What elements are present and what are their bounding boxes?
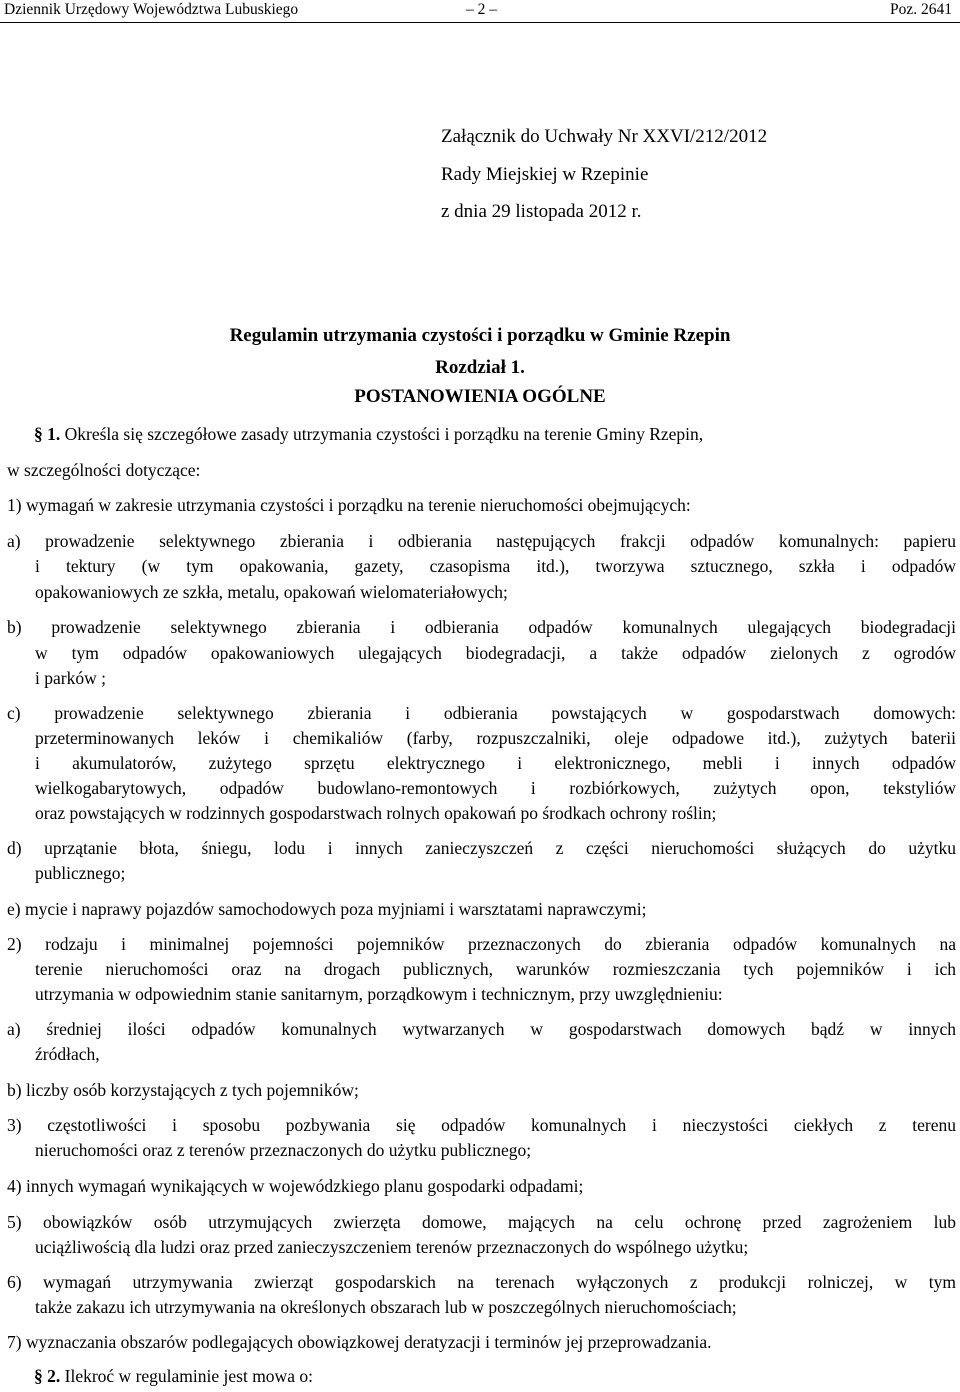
- list-item-cont: uciążliwością dla ludzi oraz przed zanieczyszczeniem terenów przeznaczonych do wspólnego użytku;: [35, 1237, 749, 1257]
- list-item: d) uprzątanie błota, śniegu, lodu i innych zanieczyszczeń z części nieruchomości służących do użytku: [7, 838, 956, 858]
- list-item-cont: utrzymania w odpowiednim stanie sanitarnym, porządkowym i technicznym, przy uwzględnieniu:: [35, 984, 723, 1004]
- list-item-cont: wielkogabarytowych, odpadów budowlano-remontowych i rozbiórkowych, zużytych opon, tekstyliów: [35, 778, 956, 798]
- list-item-cont: terenie nieruchomości oraz na drogach publicznych, warunków rozmieszczania tych pojemników i ich: [35, 959, 956, 979]
- list-item: 4) innych wymagań wynikających w wojewódzkiego planu gospodarki odpadami;: [7, 1176, 584, 1196]
- list-item-cont: i parków ;: [35, 668, 106, 688]
- list-item: 2) rodzaju i minimalnej pojemności pojemników przeznaczonych do zbierania odpadów komunalnych na: [7, 934, 956, 954]
- page-number: – 2 –: [466, 1, 497, 18]
- list-item: 5) obowiązków osób utrzymujących zwierzęta domowe, mających na celu ochronę przed zagrożeniem lub: [7, 1212, 956, 1232]
- list-item: 7) wyznaczania obszarów podlegających obowiązkowej deratyzacji i terminów jej przeprowadzania.: [7, 1332, 712, 1352]
- list-item: 1) wymagań w zakresie utrzymania czystości i porządku na terenie nieruchomości obejmujących:: [7, 495, 691, 515]
- list-item: a) średniej ilości odpadów komunalnych wytwarzanych w gospodarstwach domowych bądź w innych: [7, 1019, 956, 1039]
- document-title: Regulamin utrzymania czystości i porządku w Gminie Rzepin: [229, 325, 731, 346]
- paragraph-text: w szczególności dotyczące:: [7, 460, 201, 480]
- paragraph-1-intro: [34, 424, 703, 445]
- list-item-cont: i tektury (w tym opakowania, gazety, czasopisma itd.), tworzywa sztucznego, szkła i odpadów: [35, 556, 956, 576]
- list-item-cont: źródłach,: [35, 1044, 100, 1064]
- list-item: b) liczby osób korzystających z tych pojemników;: [7, 1080, 359, 1100]
- page-header: [0, 0, 960, 23]
- position-number: Poz. 2641: [890, 1, 952, 18]
- paragraph-2-intro: [34, 1366, 313, 1387]
- journal-title: Dziennik Urzędowy Województwa Lubuskiego: [4, 1, 299, 18]
- list-item: a) prowadzenie selektywnego zbierania i odbierania następujących frakcji odpadów komunalnych: papieru: [7, 531, 956, 551]
- paragraph-text: Ilekroć w regulaminie jest mowa o:: [64, 1366, 313, 1386]
- paragraph-sign: §: [34, 1366, 43, 1386]
- list-item-cont: w tym odpadów opakowaniowych ulegających biodegradacji, a także odpadów zielonych z ogrodów: [35, 643, 956, 663]
- list-item: e) mycie i naprawy pojazdów samochodowych poza myjniami i warsztatami naprawczymi;: [7, 899, 647, 919]
- attachment-line: z dnia 29 listopada 2012 r.: [441, 201, 642, 222]
- list-item-cont: publicznego;: [35, 863, 126, 883]
- attachment-line: Załącznik do Uchwały Nr XXVI/212/2012: [441, 126, 768, 147]
- list-item-cont: także zakazu ich utrzymywania na określonych obszarach lub w poszczególnych nieruchomościach;: [35, 1297, 737, 1317]
- list-item-cont: oraz powstających w rodzinnych gospodarstwach rolnych opakowań po środkach ochrony roślin;: [35, 803, 717, 823]
- list-item-cont: i akumulatorów, zużytego sprzętu elektrycznego i elektronicznego, mebli i innych odpadów: [35, 753, 956, 773]
- list-item-cont: opakowaniowych ze szkła, metalu, opakowań wielomateriałowych;: [35, 582, 508, 602]
- list-item: b) prowadzenie selektywnego zbierania i odbierania odpadów komunalnych ulegających biodegradacji: [7, 617, 956, 637]
- chapter-number: Rozdział 1.: [435, 357, 525, 378]
- list-item-cont: nieruchomości oraz z terenów przeznaczonych do użytku publicznego;: [35, 1140, 532, 1160]
- list-item-cont: przeterminowanych leków i chemikaliów (farby, rozpuszczalniki, oleje odpadowe itd.), zużytych baterii: [35, 728, 956, 748]
- attachment-line: Rady Miejskiej w Rzepinie: [441, 164, 649, 185]
- chapter-heading: POSTANOWIENIA OGÓLNE: [354, 386, 606, 407]
- paragraph-text: Określa się szczegółowe zasady utrzymania czystości i porządku na terenie Gminy Rzepin,: [64, 424, 704, 444]
- paragraph-sign: §: [34, 424, 43, 444]
- paragraph-number: 1.: [47, 424, 61, 444]
- paragraph-number: 2.: [47, 1366, 61, 1386]
- list-item: c) prowadzenie selektywnego zbierania i odbierania powstających w gospodarstwach domowych:: [7, 703, 956, 723]
- list-item: 3) częstotliwości i sposobu pozbywania się odpadów komunalnych i nieczystości ciekłych z terenu: [7, 1115, 956, 1135]
- list-item: 6) wymagań utrzymywania zwierząt gospodarskich na terenach wyłączonych z produkcji rolniczej, w tym: [7, 1272, 956, 1292]
